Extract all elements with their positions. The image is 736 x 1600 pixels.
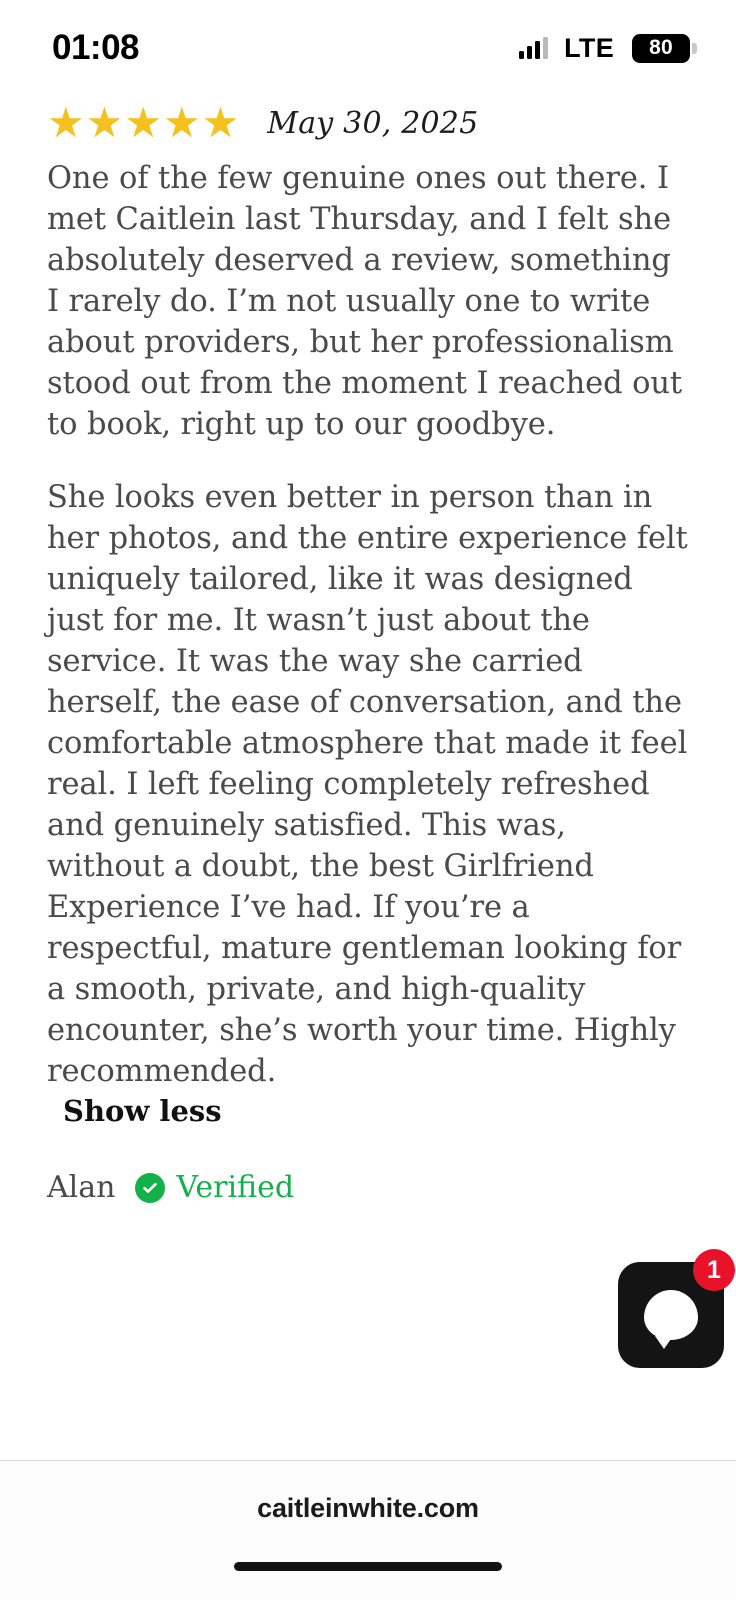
status-time: 01:08 — [52, 28, 140, 67]
review-date: May 30, 2025 — [267, 105, 479, 141]
review-paragraph: One of the few genuine ones out there. I met Caitlein last Thursday, and I felt she absolutely deserved a review, something I rarely do. I’m not usually one to write about providers, but her professionalism stood out from the moment I reached out to book, right up to our goodbye. — [47, 161, 683, 442]
star-rating — [47, 99, 240, 146]
star-icon: ★ — [85, 99, 124, 146]
battery-icon — [632, 34, 690, 63]
show-less-button[interactable]: Show less — [63, 1094, 222, 1128]
star-icon: ★ — [201, 99, 240, 146]
star-icon: ★ — [162, 99, 201, 146]
reviewer-name: Alan — [47, 1170, 116, 1205]
network-type-label: LTE — [564, 32, 614, 63]
site-url-label: caitleinwhite.com — [257, 1493, 479, 1523]
review-content — [0, 96, 736, 1460]
review-text — [47, 158, 692, 1092]
chat-unread-badge: 1 — [693, 1249, 735, 1291]
signal-bars-icon — [519, 37, 548, 59]
home-indicator[interactable] — [234, 1562, 502, 1571]
browser-address-bar[interactable] — [0, 1460, 736, 1556]
status-bar — [0, 0, 736, 96]
verified-label: Verified — [176, 1170, 295, 1205]
chat-widget-button[interactable] — [618, 1255, 724, 1368]
battery-level-label: 80 — [649, 36, 673, 59]
reviewer-row — [47, 1170, 692, 1205]
check-circle-icon — [135, 1173, 165, 1203]
review-paragraph: She looks even better in person than in her photos, and the entire experience felt uniquely tailored, like it was designed just for me. It wasn’t just about the service. It was the way she carried herself, the ease of conversation, and the comfortable atmosphere that made it feel real. I left feeling completely refreshed and genuinely satisfied. This was, without a doubt, the best Girlfriend Experience I’ve had. If you’re a respectful, mature gentleman looking for a smooth, private, and high-quality encounter, she’s worth your time. Highly recommended. — [47, 480, 688, 1089]
star-icon: ★ — [124, 99, 162, 146]
review-header — [47, 99, 692, 146]
status-indicators — [519, 33, 690, 64]
verified-badge-group — [135, 1170, 294, 1205]
home-indicator-area — [0, 1556, 736, 1600]
chat-bubble-icon — [644, 1290, 698, 1340]
star-icon: ★ — [47, 99, 85, 146]
